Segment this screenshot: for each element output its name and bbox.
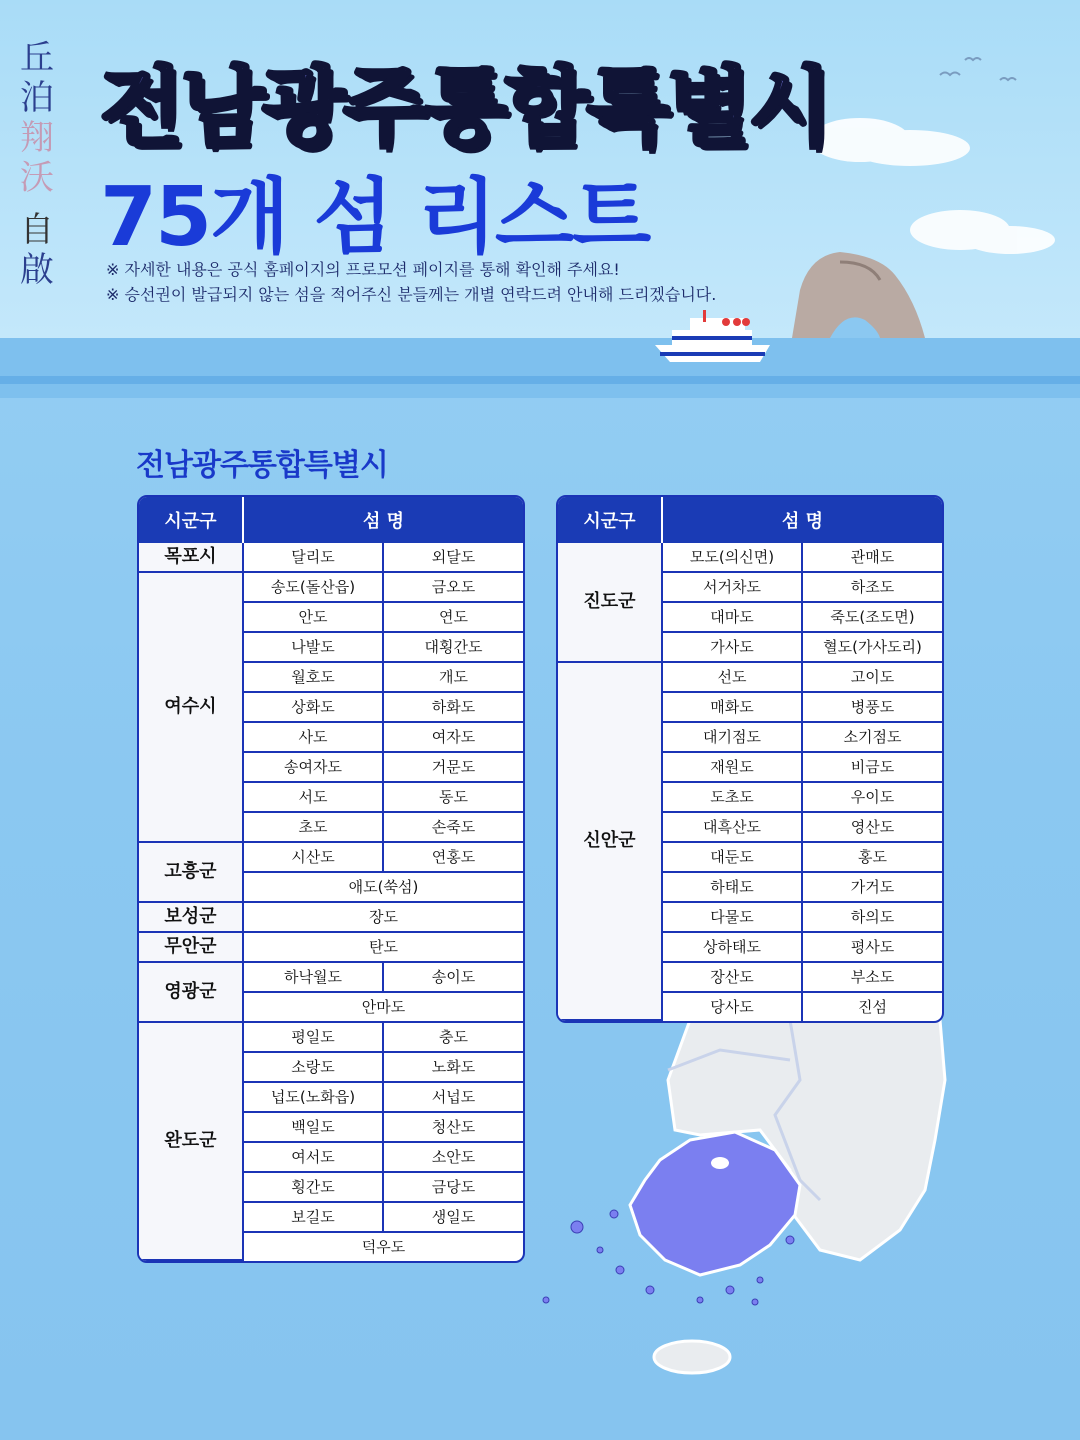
island-cell: 가사도 bbox=[663, 633, 803, 663]
region-cell: 영광군 bbox=[139, 963, 244, 1023]
island-cell: 초도 bbox=[244, 813, 384, 843]
island-cell: 진섬 bbox=[858, 998, 887, 1016]
island-cell: 서넙도 bbox=[384, 1083, 523, 1113]
region-cell: 무안군 bbox=[139, 933, 244, 963]
island-cell: 금당도 bbox=[384, 1173, 523, 1203]
island-cell: 금오도 bbox=[384, 573, 523, 603]
island-cell: 하태도 bbox=[663, 873, 803, 903]
island-cell: 안마도 bbox=[244, 993, 523, 1023]
island-cell: 하낙월도 bbox=[244, 963, 384, 993]
island-cell: 소기점도 bbox=[803, 723, 942, 753]
island-cell: 송도(돌산읍) bbox=[244, 573, 384, 603]
island-cell: 넙도(노화읍) bbox=[244, 1083, 384, 1113]
island-cell: 탄도 bbox=[244, 933, 523, 963]
island-cell: 다물도 bbox=[663, 903, 803, 933]
column-header-region: 시군구 bbox=[558, 497, 663, 543]
island-cell: 비금도 bbox=[803, 753, 942, 783]
ship-icon bbox=[655, 310, 770, 362]
island-cell: 가거도 bbox=[803, 873, 942, 903]
island-table-left bbox=[137, 495, 525, 1263]
island-cell: 소랑도 bbox=[244, 1053, 384, 1083]
island-cell: 연도 bbox=[384, 603, 523, 633]
island-cell: 우이도 bbox=[803, 783, 942, 813]
cloud-icon bbox=[810, 118, 1055, 254]
table-row bbox=[139, 903, 523, 933]
island-cell: 선도 bbox=[663, 663, 803, 693]
island-cell: 송여자도 bbox=[244, 753, 384, 783]
island-cell: 동도 bbox=[384, 783, 523, 813]
column-header-island: 섬 명 bbox=[244, 497, 523, 543]
island-cell: 생일도 bbox=[384, 1203, 523, 1233]
island-cell: 고이도 bbox=[803, 663, 942, 693]
island-cell: 청산도 bbox=[384, 1113, 523, 1143]
table-row bbox=[558, 543, 942, 573]
region-cell: 보성군 bbox=[139, 903, 244, 933]
page-subtitle: 75개 섬 리스트 bbox=[100, 170, 650, 265]
island-cell: 대둔도 bbox=[663, 843, 803, 873]
island-cell: 모도(의신면) bbox=[663, 543, 803, 573]
island-cell: 사도 bbox=[244, 723, 384, 753]
island-cell: 보길도 bbox=[244, 1203, 384, 1233]
jeonnam-region bbox=[630, 1132, 800, 1275]
island-cell: 병풍도 bbox=[803, 693, 942, 723]
column-header-region: 시군구 bbox=[139, 497, 244, 543]
island-cell: 개도 bbox=[384, 663, 523, 693]
island-cell: 나발도 bbox=[244, 633, 384, 663]
table-row bbox=[139, 963, 523, 993]
island-cell: 월호도 bbox=[244, 663, 384, 693]
notice-text: ※ 자세한 내용은 공식 홈페이지의 프로모션 페이지를 통해 확인해 주세요! bbox=[106, 260, 620, 279]
table-row bbox=[139, 573, 523, 603]
brand-logo: 丘 泊 翔 沃 自 啟 bbox=[20, 38, 54, 290]
island-cell: 영산도 bbox=[803, 813, 942, 843]
island-cell: 하화도 bbox=[384, 693, 523, 723]
region-cell: 신안군 bbox=[558, 663, 663, 1021]
island-cell: 상화도 bbox=[244, 693, 384, 723]
island-cell: 소안도 bbox=[384, 1143, 523, 1173]
bird-icon bbox=[940, 58, 1016, 80]
island-cell: 홍도 bbox=[803, 843, 942, 873]
region-cell: 진도군 bbox=[558, 543, 663, 663]
island-cell: 도초도 bbox=[663, 783, 803, 813]
island-cell: 대흑산도 bbox=[663, 813, 803, 843]
island-cell: 혈도(가사도리) bbox=[803, 633, 942, 663]
island-cell: 여서도 bbox=[244, 1143, 384, 1173]
table-row bbox=[139, 843, 523, 873]
notice-text: ※ 승선권이 발급되지 않는 섬을 적어주신 분들께는 개별 연락드려 안내해 드리겠습니다. bbox=[106, 285, 717, 304]
island-table-right bbox=[556, 495, 944, 1023]
page-title: 전남광주통합특별시 bbox=[100, 58, 830, 158]
island-cell: 횡간도 bbox=[244, 1173, 384, 1203]
island-cell: 백일도 bbox=[244, 1113, 384, 1143]
island-cell: 시산도 bbox=[244, 843, 384, 873]
region-cell: 목포시 bbox=[139, 543, 244, 573]
island-cell: 죽도(조도면) bbox=[803, 603, 942, 633]
island-cell: 덕우도 bbox=[361, 1238, 406, 1256]
island-cell: 재원도 bbox=[663, 753, 803, 783]
island-cell: 부소도 bbox=[803, 963, 942, 993]
island-cell: 하의도 bbox=[803, 903, 942, 933]
island-cell: 장도 bbox=[244, 903, 523, 933]
island-cell: 대기점도 bbox=[663, 723, 803, 753]
table-row bbox=[139, 933, 523, 963]
island-cell: 송이도 bbox=[384, 963, 523, 993]
island-cell: 충도 bbox=[384, 1023, 523, 1053]
region-cell: 여수시 bbox=[139, 573, 244, 843]
island-cell: 애도(쑥섬) bbox=[244, 873, 523, 903]
island-cell: 관매도 bbox=[803, 543, 942, 573]
island-cell: 매화도 bbox=[663, 693, 803, 723]
table-row bbox=[139, 543, 523, 573]
island-cell: 상하태도 bbox=[663, 933, 803, 963]
table-row bbox=[558, 663, 942, 693]
island-cell: 여자도 bbox=[384, 723, 523, 753]
table-row bbox=[139, 1023, 523, 1053]
island-cell: 평일도 bbox=[244, 1023, 384, 1053]
island-cell: 안도 bbox=[244, 603, 384, 633]
island-cell: 하조도 bbox=[803, 573, 942, 603]
section-title: 전남광주통합특별시 bbox=[136, 448, 388, 483]
island-cell: 평사도 bbox=[803, 933, 942, 963]
column-header-island: 섬 명 bbox=[663, 497, 942, 543]
island-cell: 장산도 bbox=[663, 963, 803, 993]
island-cell: 대횡간도 bbox=[384, 633, 523, 663]
korea-map bbox=[543, 1020, 945, 1373]
region-cell: 고흥군 bbox=[139, 843, 244, 903]
island-cell: 서도 bbox=[244, 783, 384, 813]
island-cell: 거문도 bbox=[384, 753, 523, 783]
island-cell: 달리도 bbox=[244, 543, 384, 573]
rock-arch-icon bbox=[792, 252, 925, 338]
island-cell: 대마도 bbox=[663, 603, 803, 633]
island-cell: 노화도 bbox=[384, 1053, 523, 1083]
island-cell: 손죽도 bbox=[384, 813, 523, 843]
island-cell: 서거차도 bbox=[663, 573, 803, 603]
island-cell: 연홍도 bbox=[384, 843, 523, 873]
region-cell: 완도군 bbox=[139, 1023, 244, 1261]
island-cell: 외달도 bbox=[384, 543, 523, 573]
island-cell: 당사도 bbox=[663, 993, 803, 1021]
